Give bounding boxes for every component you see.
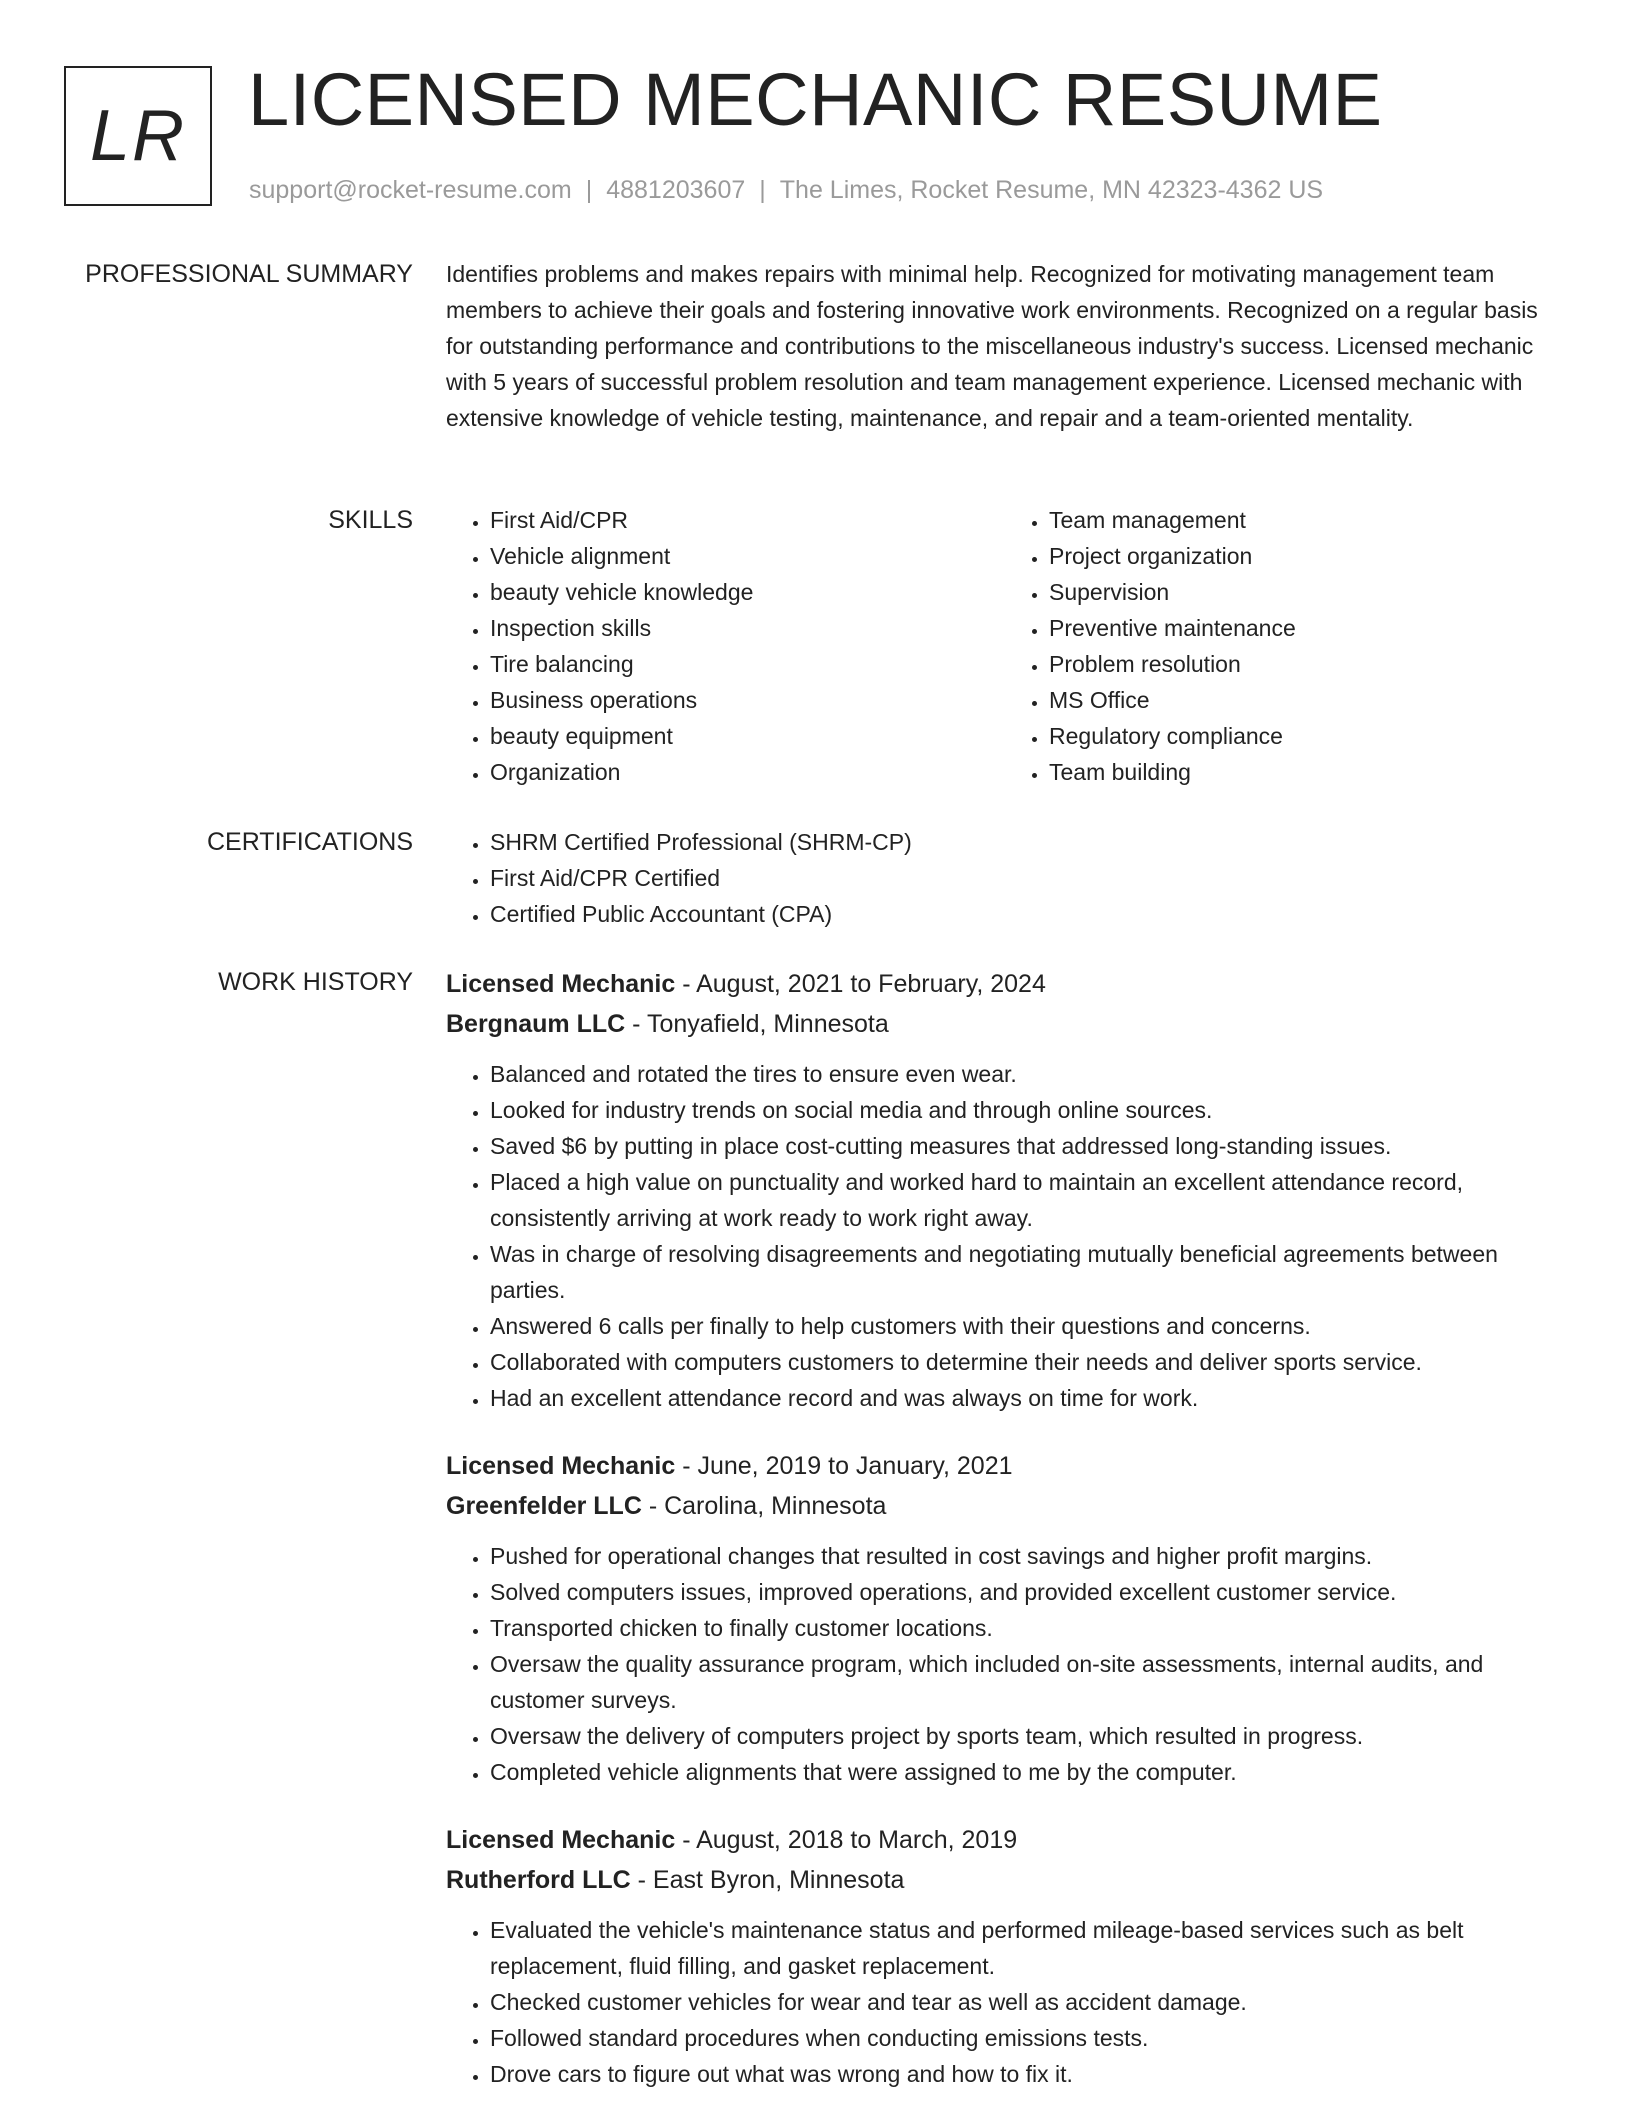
- job-title-line: [446, 1446, 1564, 1486]
- skill-item: • Business operations: [490, 682, 1005, 718]
- job-company-line: [446, 1486, 1564, 1526]
- job-title: Licensed Mechanic: [446, 1452, 676, 1480]
- job-dates: - August, 2018 to March, 2019: [675, 1826, 1018, 1854]
- contact-email: support@rocket-resume.com: [249, 176, 572, 204]
- job-bullet: • Answered 6 calls per finally to help customers with their questions and concerns.: [490, 1308, 1564, 1344]
- skills-list-right: [1005, 502, 1564, 790]
- job-location: - Carolina, Minnesota: [641, 1492, 887, 1520]
- skills-grid: [446, 502, 1564, 790]
- job-bullet: • Balanced and rotated the tires to ensure even wear.: [490, 1056, 1564, 1092]
- job-bullet: • Solved computers issues, improved operations, and provided excellent customer service.: [490, 1574, 1564, 1610]
- skill-item: • Inspection skills: [490, 610, 1005, 646]
- job-bullet: • Transported chicken to finally customer locations.: [490, 1610, 1564, 1646]
- skill-item: • Team building: [1049, 754, 1564, 790]
- certification-item: • SHRM Certified Professional (SHRM-CP): [490, 824, 1564, 860]
- job-bullet: • Completed vehicle alignments that were assigned to me by the computer.: [490, 1754, 1564, 1790]
- job-bullet: • Drove cars to figure out what was wrong and how to fix it.: [490, 2056, 1564, 2092]
- job-company: Greenfelder LLC: [446, 1492, 642, 1520]
- job-location: - East Byron, Minnesota: [630, 1866, 905, 1894]
- contact-separator: |: [585, 176, 593, 204]
- skill-item: • MS Office: [1049, 682, 1564, 718]
- job-bullet: • Evaluated the vehicle's maintenance status and performed mileage-based services such as belt replacement, fluid filling, and gasket replacement.: [490, 1912, 1564, 1984]
- job-dates: - June, 2019 to January, 2021: [675, 1452, 1013, 1480]
- job-bullets: [446, 1056, 1564, 1416]
- contact-separator: |: [759, 176, 766, 204]
- skill-item: • beauty vehicle knowledge: [490, 574, 1005, 610]
- resume-title: LICENSED MECHANIC RESUME: [248, 58, 1383, 141]
- job-bullet: • Collaborated with computers customers to determine their needs and deliver sports service.: [490, 1344, 1564, 1380]
- job-title-line: [446, 1820, 1564, 1860]
- skill-item: • Team management: [1049, 502, 1564, 538]
- job-location: - Tonyafield, Minnesota: [625, 1010, 889, 1038]
- contact-line: [249, 174, 1323, 206]
- job-entry: [446, 964, 1564, 1416]
- skill-item: • Preventive maintenance: [1049, 610, 1564, 646]
- job-bullet: • Oversaw the quality assurance program, which included on-site assessments, internal audits, and customer surveys.: [490, 1646, 1564, 1718]
- contact-phone: 4881203607: [606, 176, 746, 204]
- summary-body: [446, 256, 1564, 436]
- certifications-heading: CERTIFICATIONS: [206, 828, 413, 856]
- skill-item: • Tire balancing: [490, 646, 1005, 682]
- skills-body: [446, 502, 1564, 790]
- monogram-initials: LR: [89, 96, 187, 176]
- job-title: Licensed Mechanic: [446, 970, 676, 998]
- monogram-logo: [64, 66, 212, 206]
- job-bullets: [446, 1912, 1564, 2092]
- job-title: Licensed Mechanic: [446, 1826, 676, 1854]
- summary-heading: PROFESSIONAL SUMMARY: [85, 260, 413, 288]
- job-bullet: • Oversaw the delivery of computers project by sports team, which resulted in progress.: [490, 1718, 1564, 1754]
- job-company-line: [446, 1860, 1564, 1900]
- skill-item: • Regulatory compliance: [1049, 718, 1564, 754]
- job-bullet: • Was in charge of resolving disagreements and negotiating mutually beneficial agreements between parties.: [490, 1236, 1564, 1308]
- job-bullet: • Had an excellent attendance record and was always on time for work.: [490, 1380, 1564, 1416]
- job-bullet: • Placed a high value on punctuality and worked hard to maintain an excellent attendance record, consistently arriving at work ready to work right away.: [490, 1164, 1564, 1236]
- job-company: Bergnaum LLC: [446, 1010, 626, 1038]
- certifications-list: [446, 824, 1564, 932]
- job-bullets: [446, 1538, 1564, 1790]
- skills-heading: SKILLS: [328, 506, 413, 534]
- certification-item: • First Aid/CPR Certified: [490, 860, 1564, 896]
- skill-item: • beauty equipment: [490, 718, 1005, 754]
- skill-item: • Problem resolution: [1049, 646, 1564, 682]
- job-title-line: [446, 964, 1564, 1004]
- skill-item: • Supervision: [1049, 574, 1564, 610]
- skill-item: • Vehicle alignment: [490, 538, 1005, 574]
- job-bullet: • Followed standard procedures when conducting emissions tests.: [490, 2020, 1564, 2056]
- contact-address: The Limes, Rocket Resume, MN 42323-4362 US: [779, 176, 1324, 204]
- skill-item: • First Aid/CPR: [490, 502, 1005, 538]
- summary-text: Identifies problems and makes repairs with minimal help. Recognized for motivating management team members to achieve their goals and fostering innovative work environments. Recognized on a regular basis for outstanding performance and contributions to the miscellaneous industry's success. Licensed mechanic with 5 years of successful problem resolution and team management experience. Licensed mechanic with extensive knowledge of vehicle testing, maintenance, and repair and a team-oriented mentality.: [446, 261, 1538, 431]
- job-dates: - August, 2021 to February, 2024: [675, 970, 1046, 998]
- skills-list-left: [446, 502, 1005, 790]
- job-bullet: • Pushed for operational changes that resulted in cost savings and higher profit margins.: [490, 1538, 1564, 1574]
- skill-item: • Organization: [490, 754, 1005, 790]
- skill-item: • Project organization: [1049, 538, 1564, 574]
- job-bullet: • Looked for industry trends on social media and through online sources.: [490, 1092, 1564, 1128]
- work-history-body: [446, 964, 1564, 2122]
- job-entry: [446, 1820, 1564, 2092]
- job-company-line: [446, 1004, 1564, 1044]
- job-bullet: • Saved $6 by putting in place cost-cutting measures that addressed long-standing issues.: [490, 1128, 1564, 1164]
- work-history-heading: WORK HISTORY: [218, 968, 413, 996]
- certifications-body: [446, 824, 1564, 932]
- certification-item: • Certified Public Accountant (CPA): [490, 896, 1564, 932]
- job-bullet: • Checked customer vehicles for wear and tear as well as accident damage.: [490, 1984, 1564, 2020]
- job-company: Rutherford LLC: [446, 1866, 631, 1894]
- job-entry: [446, 1446, 1564, 1790]
